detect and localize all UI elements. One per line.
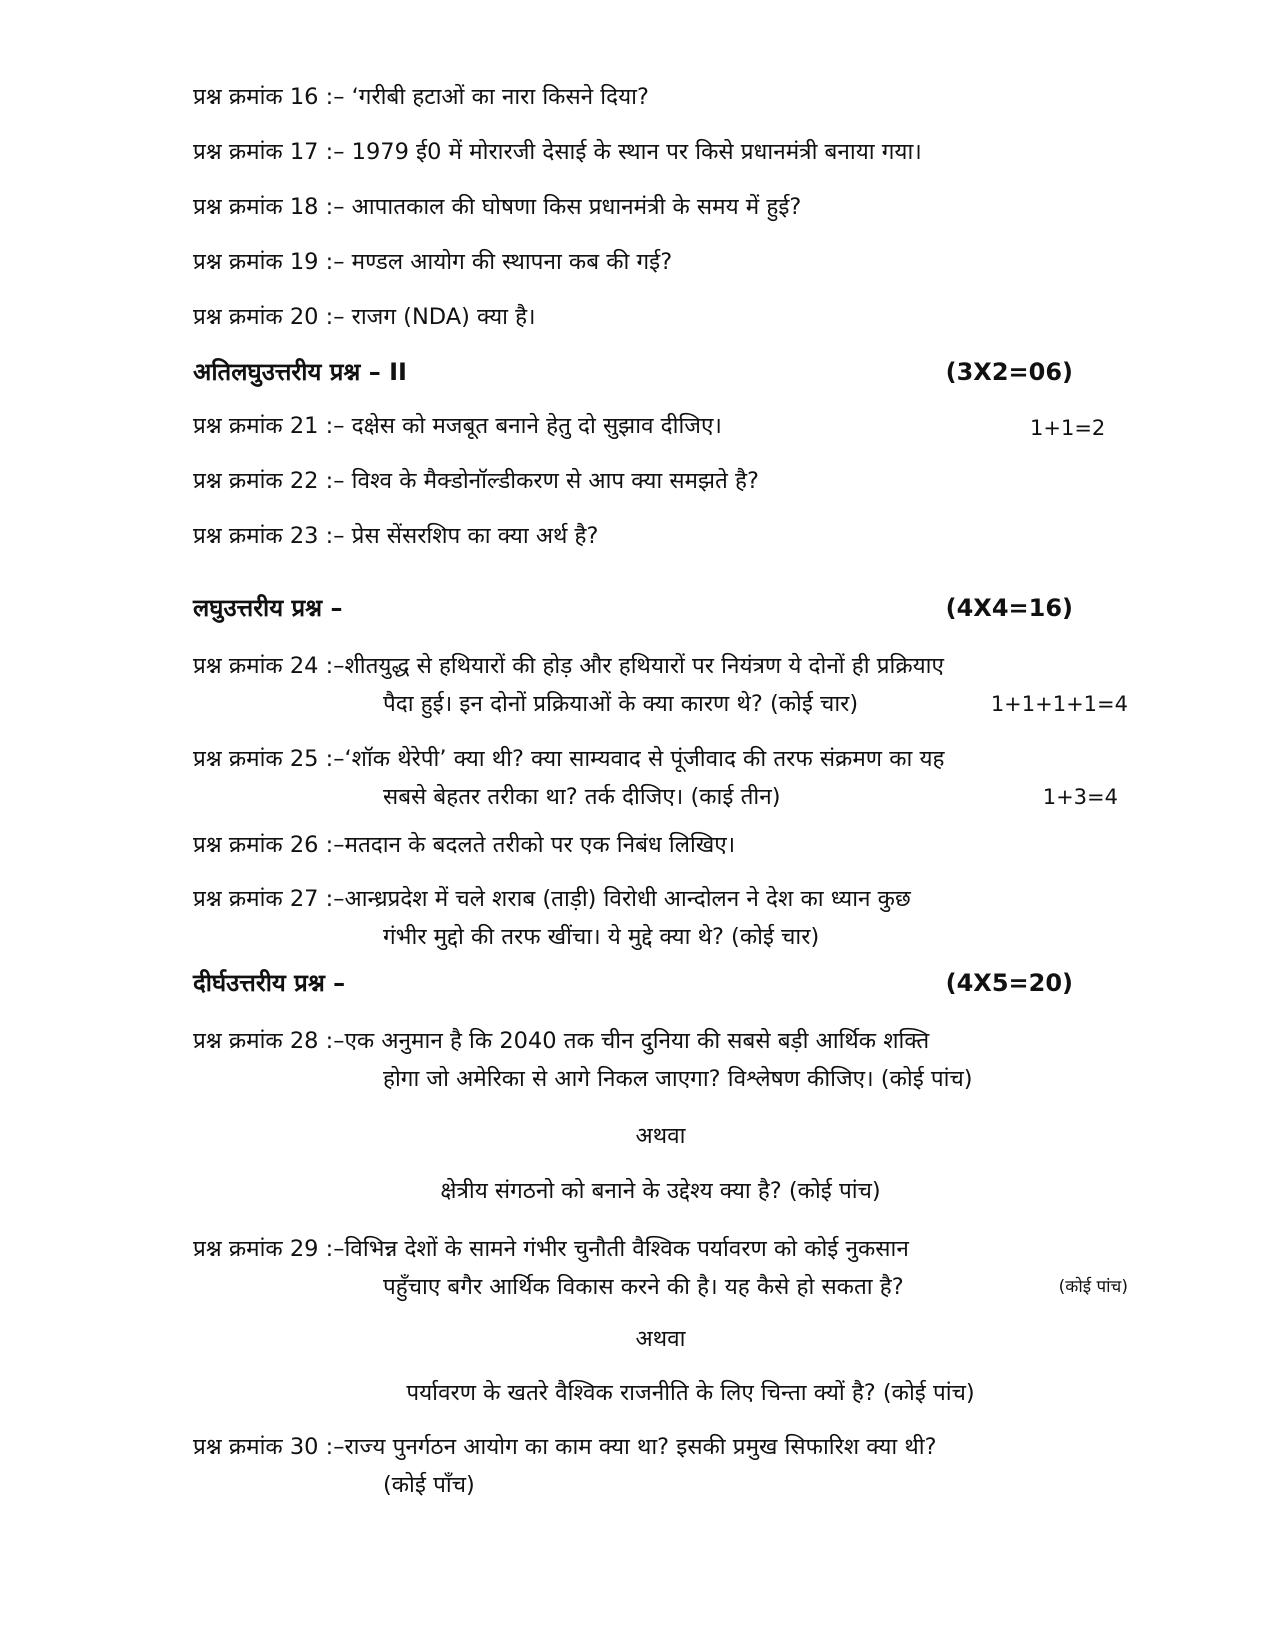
section-marks: (3X2=06): [945, 358, 1073, 386]
section-title: दीर्घउत्तरीय प्रश्न –: [193, 969, 346, 997]
question-label: प्रश्न क्रमांक 30 :–: [193, 1434, 345, 1460]
question-line-1: राज्य पुनर्गठन आयोग का काम क्या था? इसकी प्रमुख सिफारिश क्या थी?: [344, 1434, 937, 1460]
question-26: [193, 830, 735, 860]
question-label: प्रश्न क्रमांक 26 :–: [193, 832, 345, 858]
question-23: [193, 521, 598, 551]
question-line-2: होगा जो अमेरिका से आगे निकल जाएगा? विश्लेषण कीजिए। (कोई पांच): [383, 1066, 973, 1092]
question-30: [193, 1428, 1128, 1504]
question-22: [193, 466, 759, 496]
question-text: दक्षेस को मजबूत बनाने हेतु दो सुझाव दीजिए।: [351, 413, 722, 439]
alternative-question-28: क्षेत्रीय संगठनो को बनाने के उद्देश्य क्या है? (कोई पांच): [440, 1178, 881, 1204]
question-label: प्रश्न क्रमांक 24 :–: [193, 653, 345, 679]
question-label: प्रश्न क्रमांक 25 :–: [193, 746, 345, 772]
question-label: प्रश्न क्रमांक 29 :–: [193, 1236, 345, 1262]
question-line-1: ‘शॉक थेरेपी’ क्या थी? क्या साम्यवाद से पूंजीवाद की तरफ संक्रमण का यह: [344, 746, 945, 772]
question-label: प्रश्न क्रमांक 22 :–: [193, 468, 345, 494]
question-label: प्रश्न क्रमांक 23 :–: [193, 523, 345, 549]
section-marks: (4X5=20): [945, 969, 1073, 997]
question-25: [193, 740, 1128, 816]
or-separator: अथवा: [635, 1326, 686, 1352]
question-label: प्रश्न क्रमांक 21 :–: [193, 413, 345, 439]
question-27: [193, 880, 1128, 956]
or-separator: अथवा: [635, 1123, 686, 1149]
question-line-2: पहुँचाए बगैर आर्थिक विकास करने की है। यह कैसे हो सकता है?: [383, 1274, 904, 1300]
question-marks: 1+3=4: [1042, 785, 1118, 809]
question-label: प्रश्न क्रमांक 16 :–: [193, 84, 345, 110]
section-title: अतिलघुउत्तरीय प्रश्न – II: [193, 358, 407, 386]
question-20: [193, 302, 536, 332]
question-label: प्रश्न क्रमांक 19 :–: [193, 249, 345, 275]
question-line-2: गंभीर मुद्दो की तरफ खींचा। ये मुद्दे क्या थे? (कोई चार): [383, 924, 820, 950]
question-text: राजग (NDA) क्या है।: [351, 304, 536, 330]
question-label: प्रश्न क्रमांक 27 :–: [193, 886, 345, 912]
question-text: आपातकाल की घोषणा किस प्रधानमंत्री के समय में हुई?: [351, 194, 802, 220]
alternative-question-29: पर्यावरण के खतरे वैश्विक राजनीति के लिए चिन्ता क्यों है? (कोई पांच): [406, 1380, 975, 1406]
question-label: प्रश्न क्रमांक 20 :–: [193, 304, 345, 330]
question-line-2: सबसे बेहतर तरीका था? तर्क दीजिए। (काई तीन): [383, 784, 781, 810]
question-text: 1979 ई0 में मोरारजी देसाई के स्थान पर किसे प्रधानमंत्री बनाया गया।: [351, 139, 922, 165]
question-18: [193, 192, 801, 222]
question-19: [193, 247, 672, 277]
question-text: मण्डल आयोग की स्थापना कब की गई?: [351, 249, 673, 275]
question-text: ‘गरीबी हटाओं का नारा किसने दिया?: [351, 84, 649, 110]
question-label: प्रश्न क्रमांक 17 :–: [193, 139, 345, 165]
question-line-1: विभिन्न देशों के सामने गंभीर चुनौती वैश्विक पर्यावरण को कोई नुकसान: [344, 1236, 909, 1262]
question-text: प्रेस सेंसरशिप का क्या अर्थ है?: [351, 523, 599, 549]
question-17: [193, 137, 922, 167]
question-29: [193, 1230, 1128, 1306]
question-label: प्रश्न क्रमांक 28 :–: [193, 1028, 345, 1054]
section-heading-short: [193, 592, 1073, 624]
question-16: [193, 82, 649, 112]
section-marks: (4X4=16): [945, 594, 1073, 622]
question-line-1: शीतयुद्ध से हथियारों की होड़ और हथियारों पर नियंत्रण ये दोनों ही प्रक्रियाए: [344, 653, 944, 679]
question-line-1: एक अनुमान है कि 2040 तक चीन दुनिया की सबसे बड़ी आर्थिक शक्ति: [344, 1028, 930, 1054]
question-label: प्रश्न क्रमांक 18 :–: [193, 194, 345, 220]
question-text: मतदान के बदलते तरीको पर एक निबंध लिखिए।: [344, 832, 736, 858]
question-line-2: (कोई पाँच): [383, 1472, 475, 1498]
question-text: विश्व के मैक्डोनॉल्डीकरण से आप क्या समझते है?: [351, 468, 759, 494]
question-marks: 1+1+1+1=4: [990, 692, 1128, 716]
question-28: [193, 1022, 1128, 1098]
question-line-2: पैदा हुई। इन दोनों प्रक्रियाओं के क्या कारण थे? (कोई चार): [383, 691, 859, 717]
section-heading-very-short: [193, 356, 1073, 388]
section-heading-long: [193, 967, 1073, 999]
question-line-1: आन्ध्रप्रदेश में चले शराब (ताड़ी) विरोधी आन्दोलन ने देश का ध्यान कुछ: [344, 886, 911, 912]
question-24: [193, 647, 1128, 723]
section-title: लघुउत्तरीय प्रश्न –: [193, 594, 343, 622]
question-21-marks: 1+1=2: [1030, 416, 1106, 440]
question-note: (कोई पांच): [1058, 1277, 1128, 1297]
question-21: [193, 411, 722, 441]
